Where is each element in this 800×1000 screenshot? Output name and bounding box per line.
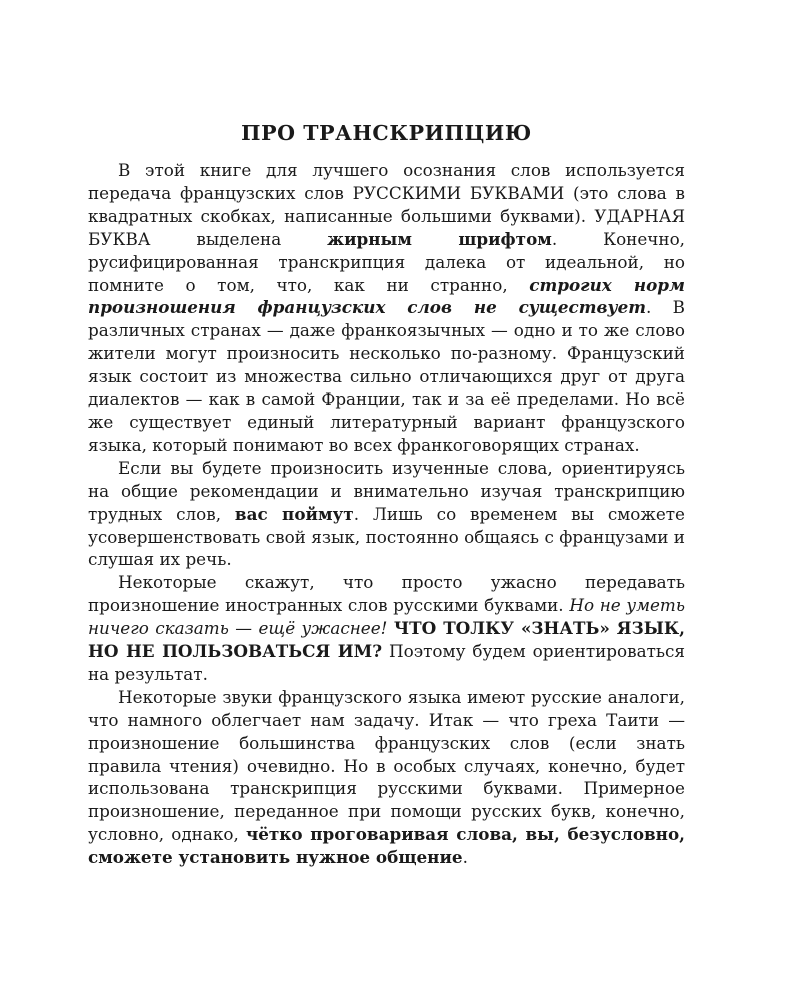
text-segment: Поэтому будем ориентироваться на результат.: [88, 641, 685, 684]
text-segment: . Конечно, русифицированная транскрипция далека от идеальной, но помните о том, что, как ни странно,: [88, 228, 686, 295]
book-page: [88, 118, 685, 869]
bold-text: жирным шрифтом: [327, 228, 552, 249]
paragraph-4: [88, 686, 685, 869]
paragraph-1: [88, 159, 685, 457]
text-segment: Некоторые скажут, что просто ужасно передавать произношение иностранных слов русскими буквами.: [88, 572, 685, 616]
bold-italic-text: строгих норм произношения французских слов не существует: [88, 274, 685, 318]
paragraph-3: [88, 571, 685, 686]
bold-text: ЧТО ТОЛКУ «ЗНАТЬ» ЯЗЫК, НО НЕ ПОЛЬЗОВАТЬСЯ ИМ?: [88, 618, 685, 662]
text-segment: . В различных странах — даже франкоязычных — одно и то же слово жители могут произносить несколько по-разному. Французский язык состоит из множества сильно отличающихся друг от друга диалектов — как в самой Франции, так и за её пределами. Но всё же существует единый литературный вариант французского языка, который понимают во всех франкоговорящих странах.: [88, 297, 685, 455]
text-segment: . Лишь со временем вы сможете усовершенствовать свой язык, постоянно общаясь с французами и слушая их речь.: [88, 503, 685, 570]
text-segment: Если вы будете произносить изученные слова, ориентируясь на общие рекомендации и внимательно изучая транскрипцию трудных слов,: [88, 457, 685, 524]
bold-text: вас поймут: [234, 503, 354, 524]
text-segment: .: [462, 847, 468, 868]
italic-text: Но не уметь ничего сказать — ещё ужаснее!: [88, 595, 685, 639]
page-title: ПРО ТРАНСКРИПЦИЮ: [241, 121, 532, 145]
text-segment: В этой книге для лучшего осознания слов используется передача французских слов РУССКИМИ БУКВАМИ (это слова в квадратных скобках, написанные большими буквами). УДАРНАЯ БУКВА выделена: [88, 160, 685, 249]
paragraph-2: [88, 457, 685, 572]
bold-text: чётко проговаривая слова, вы, безусловно, сможете установить нужное общение: [88, 824, 686, 868]
text-segment: Некоторые звуки французского языка имеют русские аналоги, что намного облегчает нам задачу. Итак — что греха Таити — произношение большинства французских слов (если знать правила чтения) очевидно. Но в особых случаях, конечно, будет использована транскрипция русскими буквами. Примерное произношение, переданное при помощи русских букв, конечно, условно, однако,: [88, 686, 685, 845]
